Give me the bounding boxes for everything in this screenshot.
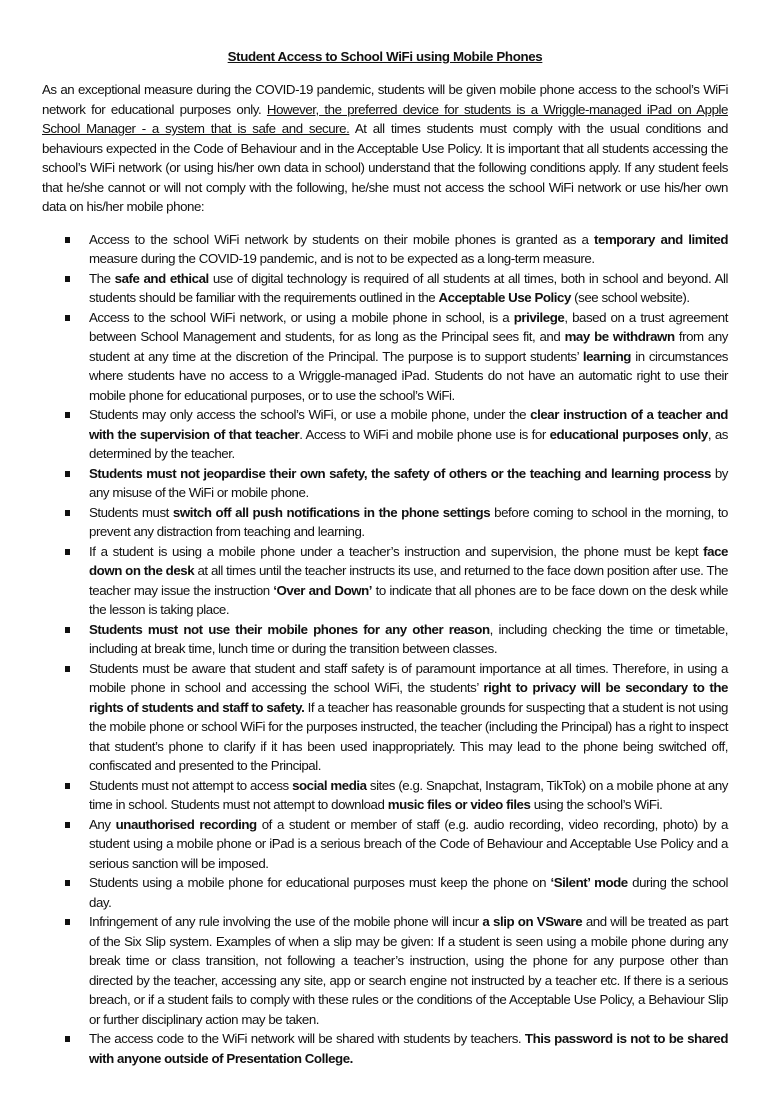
rule-text: sites (e.g. Snapchat, Instagram, TikTok) on a mobile phone at any time in school. Students must not attempt to download — [89, 777, 729, 812]
rule-text: Students must not attempt to access — [89, 777, 293, 793]
document-title: Student Access to School WiFi using Mobile Phones — [227, 49, 543, 64]
rule-emphasis: unauthorised recording — [115, 816, 257, 832]
intro-text: At all times students must comply with the usual conditions and behaviours expected in the Code of Behaviour and in the Acceptable Use Policy. It is important that all students accessing the school’s WiFi network (or using his/her own data in school) understand that the following conditions apply. If any student feels that he/she cannot or will not comply with the following, he/she must not access the school WiFi network or use his/her own data on his/her mobile phone: — [42, 121, 728, 214]
rule-item — [42, 308, 728, 406]
rule-emphasis: a slip on VSware — [482, 914, 583, 929]
rule-text: The access code to the WiFi network will be shared with students by teachers. — [89, 1031, 525, 1046]
square-bullet-icon — [65, 549, 70, 555]
rule-text: at all times until the teacher instructs its use, and returned to the face down position after use. The teacher may issue the instruction — [89, 563, 729, 598]
square-bullet-icon — [65, 783, 70, 789]
square-bullet-icon — [65, 237, 70, 243]
rules-list — [42, 230, 728, 1069]
square-bullet-icon — [65, 412, 70, 418]
rule-item — [42, 1029, 728, 1068]
rule-item — [42, 464, 728, 503]
intro-underlined-text: However, the preferred device for students is a Wriggle-managed iPad on Apple School Manager - a system that is safe and secure. — [42, 101, 728, 136]
rule-item — [42, 542, 728, 620]
rule-item — [42, 405, 728, 464]
rule-text: use of digital technology is required of all students at all times, both in school and beyond. All students should be familiar with the requirements outlined in the — [89, 270, 728, 305]
rule-emphasis: Acceptable Use Policy — [438, 290, 571, 305]
rule-text: Any — [89, 816, 116, 832]
rule-emphasis: switch off all push notifications in the phone settings — [172, 504, 491, 520]
rule-emphasis: privilege — [513, 309, 565, 325]
rule-text: Students may only access the school’s WiFi, or use a mobile phone, under the — [89, 407, 531, 422]
square-bullet-icon — [65, 880, 70, 886]
rule-text: from any student at any time at the discretion of the Principal. The purpose is to support students’ — [89, 329, 728, 364]
rule-text: during the school day. — [89, 875, 728, 910]
rule-text: using the school’s WiFi. — [530, 797, 663, 812]
rule-text: , as determined by the teacher. — [89, 426, 728, 461]
rule-text: to indicate that all phones are to be face down on the desk while the lesson is taking place. — [89, 582, 728, 617]
rule-emphasis: learning — [582, 348, 631, 364]
rule-emphasis: music files or video files — [387, 797, 531, 812]
rule-item — [42, 230, 728, 269]
rule-item — [42, 659, 728, 776]
square-bullet-icon — [65, 471, 70, 477]
rule-emphasis: may be withdrawn — [564, 329, 675, 344]
rule-emphasis: Students must not jeopardise their own safety, the safety of others or the teaching and learning process — [89, 465, 711, 481]
rule-text: of a student or member of staff (e.g. audio recording, video recording, photo) by a student using a mobile phone or iPad is a serious breach of the Code of Behaviour and Acceptable Use Policy and a serious sanction will be imposed. — [89, 816, 729, 871]
rule-text: Students must be aware that student and staff safety is of paramount importance at all times. Therefore, in using a mobile phone in school and accessing the school WiFi, the students’ — [89, 660, 728, 695]
intro-paragraph — [42, 80, 728, 217]
rule-text: by any misuse of the WiFi or mobile phone. — [89, 465, 728, 500]
rule-emphasis: Students must not use their mobile phones for any other reason — [89, 621, 490, 637]
rule-text: Access to the school WiFi network, or using a mobile phone in school, is a — [89, 309, 514, 325]
rule-text: , including checking the time or timetable, including at break time, lunch time or during the transition between classes. — [89, 621, 728, 656]
square-bullet-icon — [65, 1036, 70, 1042]
square-bullet-icon — [65, 822, 70, 828]
rule-text: Infringement of any rule involving the use of the mobile phone will incur — [89, 914, 483, 929]
rule-item — [42, 873, 728, 912]
rule-emphasis: educational purposes only — [549, 426, 708, 442]
rule-text: , based on a trust agreement between School Management and students, for as long as the Principal sees fit, and — [89, 309, 728, 344]
rule-text: before coming to school in the morning, to prevent any distraction from teaching and learning. — [89, 504, 729, 539]
square-bullet-icon — [65, 666, 70, 672]
rule-emphasis: right to privacy will be secondary to the rights of students and staff to safety. — [89, 680, 728, 715]
intro-text: As an exceptional measure during the COVID-19 pandemic, students will be given mobile phone access to the school’s WiFi network for educational purposes only. — [42, 82, 728, 117]
rule-emphasis: clear instruction of a teacher and with the supervision of that teacher — [89, 407, 728, 442]
rule-item — [42, 776, 728, 815]
rule-item — [42, 912, 728, 1029]
rule-text: and will be treated as part of the Six Slip system. Examples of when a slip may be given: If a student is seen using a mobile phone during any break time or class transition, not following a teacher’s instruction, using the phone for any purpose other than directed by the teacher, accessing any site, app or search engine not instructed by a teacher etc. If there is a serious breach, or if a student fails to comply with these rules or the conditions of the Acceptable Use Policy, a Behaviour Slip or further disciplinary action may be taken. — [89, 914, 729, 1027]
rule-text: Students must — [89, 504, 173, 520]
rule-text: Access to the school WiFi network by students on their mobile phones is granted as a — [89, 231, 595, 247]
square-bullet-icon — [65, 315, 70, 321]
rule-emphasis: ‘Over and Down’ — [273, 582, 373, 598]
rule-text: (see school website). — [570, 290, 690, 305]
rule-emphasis: safe and ethical — [114, 270, 209, 286]
rule-emphasis: ‘Silent’ mode — [550, 875, 628, 890]
square-bullet-icon — [65, 919, 70, 925]
rule-text: measure during the COVID-19 pandemic, and is not to be expected as a long-term measure. — [89, 251, 595, 266]
rule-text: Students using a mobile phone for educational purposes must keep the phone on — [89, 875, 551, 890]
square-bullet-icon — [65, 276, 70, 282]
rule-item — [42, 503, 728, 542]
square-bullet-icon — [65, 627, 70, 633]
rule-item — [42, 815, 728, 874]
rule-text: If a student is using a mobile phone under a teacher’s instruction and supervision, the phone must be kept — [89, 543, 704, 559]
square-bullet-icon — [65, 510, 70, 516]
rule-emphasis: This password is not to be shared with anyone outside of Presentation College. — [89, 1031, 729, 1066]
rule-item — [42, 620, 728, 659]
rule-text: in circumstances where students have no access to a Wriggle-managed iPad. Students do not have an automatic right to use their mobile phone for educational purposes, or to use the school’s WiFi. — [89, 348, 728, 403]
rule-emphasis: face down on the desk — [89, 543, 728, 578]
rule-text: The — [89, 270, 115, 286]
rule-text: . Access to WiFi and mobile phone use is for — [299, 426, 550, 442]
rule-emphasis: social media — [292, 777, 367, 793]
rule-emphasis: temporary and limited — [594, 231, 729, 247]
rule-item — [42, 269, 728, 308]
rule-text: If a teacher has reasonable grounds for suspecting that a student is not using the mobile phone or school WiFi for the purposes instructed, the teacher (including the Principal) has a right to inspect that student’s phone to clarify if it has been used inappropriately. This may lead to the phone being switched off, confiscated and presented to the Principal. — [89, 699, 729, 773]
